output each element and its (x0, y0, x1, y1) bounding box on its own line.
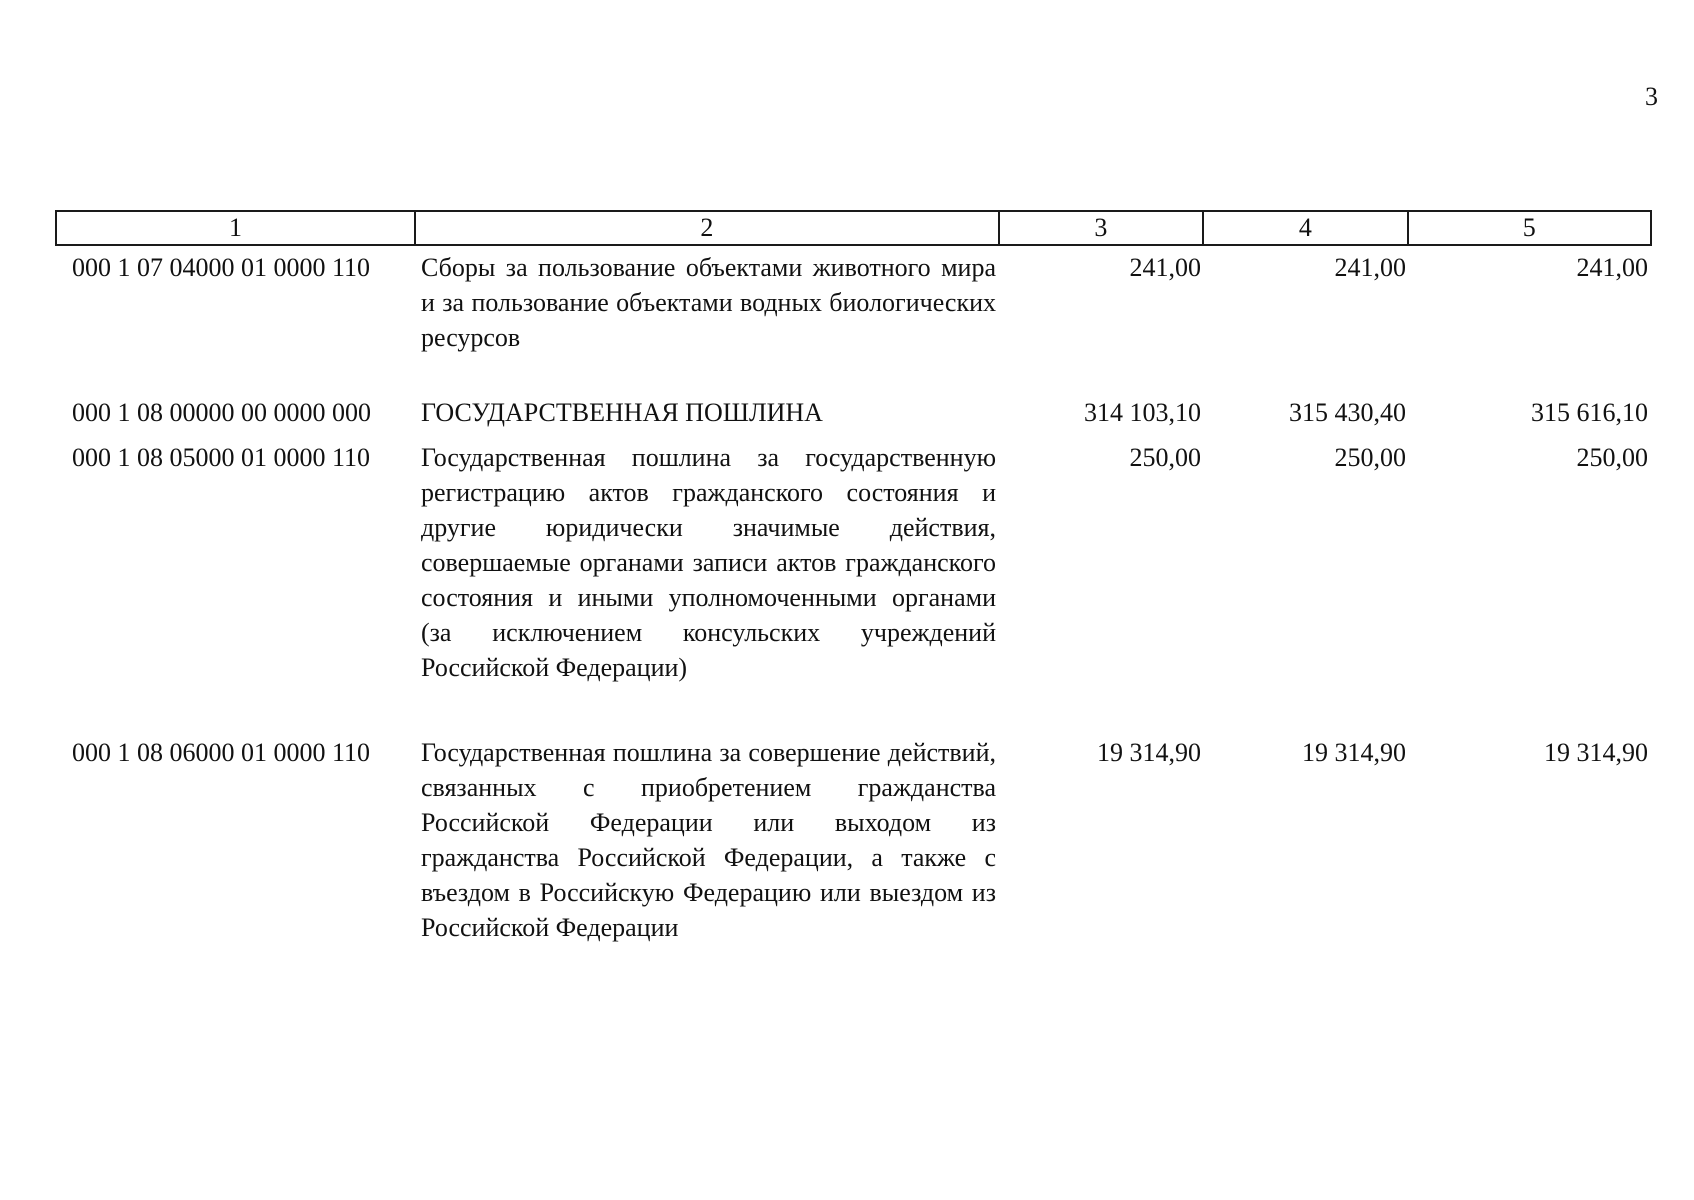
header-col-4: 4 (1204, 212, 1408, 244)
page-number: 3 (1645, 82, 1658, 111)
row-value-5: 19 314,90 (1544, 738, 1648, 767)
row-value-4: 250,00 (1334, 443, 1406, 472)
row-description: Сборы за пользование объектами животного мира и за пользование объектами водных биологических ресурсов (421, 253, 996, 352)
table-row (55, 735, 1652, 945)
row-description: Государственная пошлина за совершение действий, связанных с приобретением гражданства Российской Федерации или выходом из гражданства Российской Федерации, а также с въездом в Российскую Федерацию или выездом из Российской Федерации (421, 738, 996, 942)
table-row (55, 395, 1652, 430)
row-value-5: 241,00 (1576, 253, 1648, 282)
row-value-5: 315 616,10 (1531, 398, 1648, 427)
row-code: 000 1 07 04000 01 0000 110 (72, 253, 371, 282)
table-body (55, 250, 1652, 945)
row-description: ГОСУДАРСТВЕННАЯ ПОШЛИНА (421, 398, 823, 427)
row-value-3: 314 103,10 (1084, 398, 1201, 427)
row-value-4: 19 314,90 (1302, 738, 1406, 767)
row-code: 000 1 08 00000 00 0000 000 (72, 398, 371, 427)
row-code: 000 1 08 05000 01 0000 110 (72, 443, 371, 472)
header-col-2: 2 (416, 212, 1000, 244)
table-row (55, 440, 1652, 685)
header-col-5: 5 (1522, 213, 1536, 242)
row-value-3: 19 314,90 (1097, 738, 1201, 767)
row-value-5: 250,00 (1576, 443, 1648, 472)
row-value-3: 250,00 (1129, 443, 1201, 472)
row-value-4: 241,00 (1334, 253, 1406, 282)
table-header (55, 210, 1652, 246)
row-code: 000 1 08 06000 01 0000 110 (72, 738, 371, 767)
table-row (55, 250, 1652, 355)
row-description: Государственная пошлина за государственную регистрацию актов гражданского состояния и другие юридически значимые действия, совершаемые органами записи актов гражданского состояния и иными уполномоченными органами (за исключением консульских учреждений Российской Федерации) (421, 443, 996, 682)
row-value-3: 241,00 (1129, 253, 1201, 282)
header-col-1: 1 (57, 212, 416, 244)
row-value-4: 315 430,40 (1289, 398, 1406, 427)
header-col-3: 3 (1000, 212, 1204, 244)
